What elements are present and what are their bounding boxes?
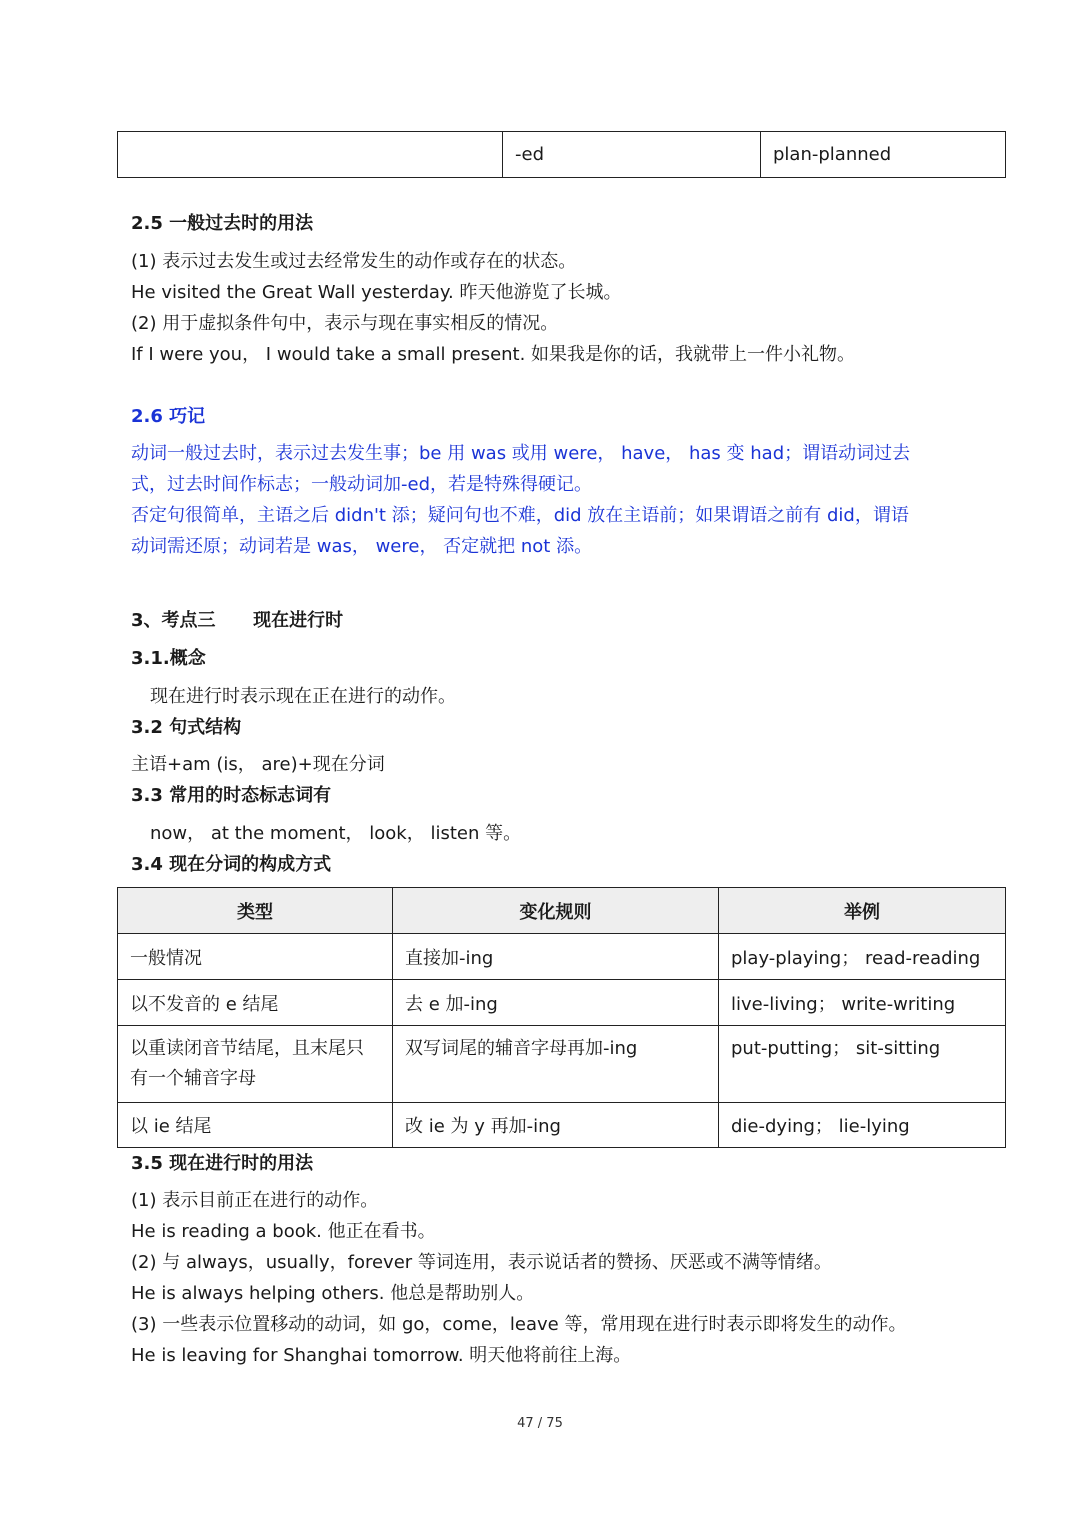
section-3-5-line: (3) 一些表示位置移动的动词，如 go，come，leave 等，常用现在进行时表示即将发生的动作。	[131, 1314, 907, 1335]
table-cell: 直接加-ing	[393, 934, 719, 980]
section-3-3-text: now， at the moment， look， listen 等。	[150, 823, 522, 844]
table-row	[118, 934, 1006, 980]
table-cell: 双写词尾的辅音字母再加-ing	[393, 1026, 719, 1103]
section-3-5-line: (2) 与 always，usually，forever 等词连用，表示说话者的赞扬、厌恶或不满等情绪。	[131, 1252, 832, 1273]
section-3-5-title: 3.5 现在进行时的用法	[131, 1153, 314, 1174]
table-row	[118, 132, 1006, 178]
section-3-4-title: 3.4 现在分词的构成方式	[131, 854, 332, 875]
page-number: 47 / 75	[517, 1416, 563, 1431]
mnemonic-line: 式，过去时间作标志；一般动词加-ed，若是特殊得硬记。	[131, 474, 592, 495]
section-3-2-title: 3.2 句式结构	[131, 717, 242, 738]
table-cell: 以不发音的 e 结尾	[118, 980, 393, 1026]
mnemonic-line: 否定句很简单，主语之后 didn't 添；疑问句也不难，did 放在主语前；如果谓语之前有 did，谓语	[131, 505, 909, 526]
table-cell: 一般情况	[118, 934, 393, 980]
table-row	[118, 1026, 1006, 1103]
table-row	[118, 1103, 1006, 1148]
section-2-6-title: 2.6 巧记	[131, 406, 206, 427]
column-header: 类型	[118, 888, 393, 934]
past-tense-table-fragment	[117, 131, 1006, 178]
table-cell: put-putting； sit-sitting	[719, 1026, 1006, 1103]
table-cell: -ed	[503, 132, 761, 178]
section-2-5-title: 2.5 一般过去时的用法	[131, 213, 314, 234]
table-cell: plan-planned	[761, 132, 1006, 178]
section-2-5-line: (2) 用于虚拟条件句中，表示与现在事实相反的情况。	[131, 313, 559, 334]
table-cell: play-playing； read-reading	[719, 934, 1006, 980]
table-cell: 改 ie 为 y 再加-ing	[393, 1103, 719, 1148]
cell-line: 以重读闭音节结尾，且末尾只	[130, 1038, 364, 1059]
cell-line: 有一个辅音字母	[130, 1068, 256, 1089]
section-2-5-line: If I were you， I would take a small present. 如果我是你的话，我就带上一件小礼物。	[131, 344, 856, 365]
table-cell: 去 e 加-ing	[393, 980, 719, 1026]
mnemonic-line: 动词一般过去时，表示过去发生事；be 用 was 或用 were， have， has 变 had；谓语动词过去	[131, 443, 911, 464]
table-cell	[118, 1026, 393, 1103]
section-3-title: 3、考点三 现在进行时	[131, 610, 344, 631]
section-3-5-line: He is leaving for Shanghai tomorrow. 明天他将前往上海。	[131, 1345, 632, 1366]
section-2-5-line: (1) 表示过去发生或过去经常发生的动作或存在的状态。	[131, 251, 577, 272]
section-2-5-line: He visited the Great Wall yesterday. 昨天他游览了长城。	[131, 282, 622, 303]
section-3-5-line: He is always helping others. 他总是帮助别人。	[131, 1283, 535, 1304]
table-cell: die-dying； lie-lying	[719, 1103, 1006, 1148]
table-header-row	[118, 888, 1006, 934]
table-cell: live-living； write-writing	[719, 980, 1006, 1026]
present-participle-table	[117, 887, 1006, 1148]
section-3-3-title: 3.3 常用的时态标志词有	[131, 785, 332, 806]
table-cell	[118, 132, 503, 178]
section-3-1-text: 现在进行时表示现在正在进行的动作。	[150, 686, 456, 707]
table-row	[118, 980, 1006, 1026]
section-3-5-line: (1) 表示目前正在进行的动作。	[131, 1190, 379, 1211]
column-header: 变化规则	[393, 888, 719, 934]
table-cell: 以 ie 结尾	[118, 1103, 393, 1148]
section-3-5-line: He is reading a book. 他正在看书。	[131, 1221, 436, 1242]
section-3-1-title: 3.1.概念	[131, 648, 206, 669]
section-3-2-text: 主语+am (is， are)+现在分词	[131, 754, 385, 775]
column-header: 举例	[719, 888, 1006, 934]
mnemonic-line: 动词需还原；动词若是 was， were， 否定就把 not 添。	[131, 536, 593, 557]
